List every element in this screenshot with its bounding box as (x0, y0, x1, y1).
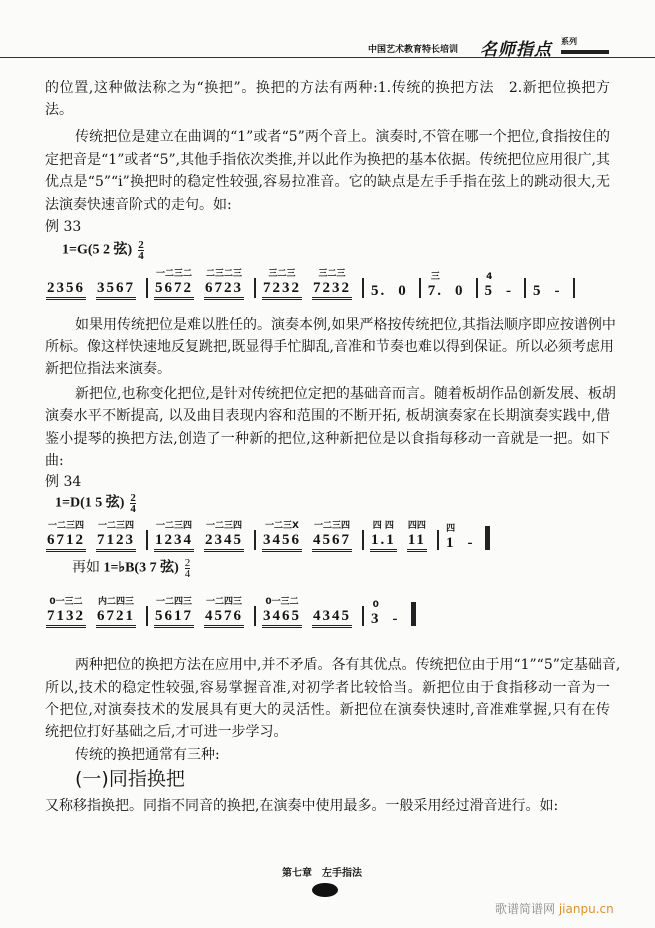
paragraph-line: 优点是“5”“i”换把时的稳定性较强,容易拉准音。它的缺点是左手手指在弦上的跳动很大,无 (45, 174, 610, 190)
paragraph-line: 新把位指法来演奏。 (45, 361, 171, 377)
note-group (392, 599, 401, 628)
example-label: 例 34 (45, 474, 82, 490)
note-group (262, 596, 302, 628)
time-signature (130, 493, 136, 514)
notes: 4567 (312, 532, 352, 552)
paragraph-line: 两种把位的换把方法在应用中,并不矛盾。各有其优点。传统把位由于用“1”“5”定基础音, (75, 657, 621, 673)
time-signature (138, 240, 144, 261)
watermark-cn: 歌谱简谱网 (495, 902, 556, 916)
watermark-url: jianpu.cn (558, 902, 614, 916)
note-group (46, 596, 86, 628)
paragraph-line: 曲: (45, 453, 64, 469)
note-group (154, 520, 194, 552)
key-text: 1=♭B(3 7 弦) (103, 560, 179, 576)
fingering-mark: 一二三四 (205, 521, 242, 531)
barline (419, 278, 421, 298)
note-group (397, 271, 409, 300)
fingering-mark: 一二三二 (155, 269, 192, 279)
barline (362, 606, 364, 626)
fingering-mark: 一二三X (265, 521, 299, 531)
fingering-mark: 0一三二 (265, 597, 299, 607)
notes: 2356 (46, 280, 86, 300)
notes: 6723 (204, 280, 244, 300)
notes: 7. (427, 283, 443, 299)
barline (573, 278, 575, 298)
note-group (262, 520, 302, 552)
note-group (427, 271, 444, 300)
barline (524, 278, 526, 298)
note-group (312, 520, 352, 552)
key-signature (62, 240, 144, 261)
barline (254, 278, 256, 298)
fingering-mark: 0一三二 (49, 597, 83, 607)
paragraph-line: 传统把位是建立在曲调的“1”或者“5”两个音上。演奏时,不管在哪一个把位,食指按住的 (75, 129, 610, 145)
paragraph-line: 的位置,这种做法称之为“换把”。换把的方法有两种:1.传统的换把方法 2.新把位换把方 (45, 80, 610, 96)
notes: 5. (371, 283, 387, 299)
barline (146, 530, 148, 550)
fingering-mark: 一二四三 (155, 597, 192, 607)
notes: 4345 (312, 608, 352, 628)
paragraph-line: 传统的换把通常有三种: (75, 747, 220, 763)
notes: 4576 (204, 608, 244, 628)
notes: - (467, 535, 475, 551)
note-group (204, 596, 244, 628)
final-barline (485, 526, 490, 550)
fingering-mark: 四 (446, 524, 456, 534)
note-group (407, 520, 427, 552)
paragraph-line: 演奏水平不断提高, 以及曲目表现内容和范围的不断开拓, 板胡演奏家在长期演奏实践中,借 (45, 408, 610, 424)
fingering-mark: 一二三四 (47, 521, 84, 531)
notes: 1 (445, 535, 456, 551)
note-group (46, 268, 86, 300)
note-group (262, 268, 302, 300)
paragraph-line: 新把位,也称变化把位,是针对传统把位定把的基础音而言。随着板胡作品创新发展、板胡 (75, 386, 616, 402)
ts-den: 4 (184, 568, 191, 580)
notes: 6712 (46, 532, 86, 552)
paragraph-line: 如果用传统把位是难以胜任的。演奏本例,如果严格按传统把位,其指法顺序即应按谱例中 (75, 317, 616, 333)
barline (362, 530, 364, 550)
final-barline (411, 602, 416, 626)
notes: 1.1 (370, 532, 397, 552)
fingering-mark: 三二三 (318, 269, 346, 279)
fingering-mark: 一二三四 (155, 521, 192, 531)
barline (437, 530, 439, 550)
paragraph-line: 鉴小提琴的换把方法,创造了一种新的把位,这种新把位是以食指每移动一音就是一把。如下 (45, 431, 610, 447)
fingering-mark: 四 四 (372, 521, 394, 531)
note-group (466, 523, 475, 552)
note-group (96, 268, 136, 300)
notes: 3 (371, 611, 381, 627)
ts-num: 2 (184, 557, 191, 569)
note-group (532, 271, 544, 300)
notes: - (506, 283, 513, 299)
paragraph-line: 所标。像这样快速地反复跳把,既显得手忙脚乱,音准和节奏也难以得到保证。所以必须考虑用 (45, 339, 614, 355)
fingering-mark: 一二三四 (313, 521, 350, 531)
note-group (370, 599, 382, 628)
header-rule (0, 57, 655, 58)
time-signature (185, 558, 191, 579)
notes: 3456 (262, 532, 302, 552)
fingering-mark: 四四 (407, 521, 426, 531)
brand-logo: 名师指点 (480, 40, 552, 60)
notes: 0 (398, 283, 408, 299)
notes: 6721 (96, 608, 136, 628)
note-group (96, 520, 136, 552)
paragraph-line: 定把音是“1”或者“5”,其他手指依次类推,并以此作为换把的基本依据。传统把位应用很广,其 (45, 152, 610, 168)
barline (362, 278, 364, 298)
fingering-mark: 一二三四 (97, 521, 134, 531)
notation-staff-ex33 (46, 268, 581, 300)
barline (254, 606, 256, 626)
note-group (554, 271, 563, 300)
notation-staff-ex34 (46, 520, 496, 552)
notes: 5 (484, 283, 494, 299)
note-group (204, 268, 244, 300)
notes: 7132 (46, 608, 86, 628)
note-group (445, 523, 457, 552)
paragraph-line: 所以,技术的稳定性较强,容易掌握音准,对初学者比较恰当。新把位由于食指移动一音为一 (45, 680, 610, 696)
paragraph-line: 又称移指换把。同指不同音的换把,在演奏中使用最多。一般采用经过滑音进行。如: (45, 798, 559, 814)
note-group (46, 520, 86, 552)
note-group (154, 268, 194, 300)
note-group (454, 271, 466, 300)
fingering-mark: 0 (372, 600, 379, 610)
notes: 11 (407, 532, 427, 552)
ts-den: 4 (130, 503, 136, 515)
example-label: 例 33 (45, 219, 82, 235)
notes: 7232 (312, 280, 352, 300)
paragraph-line: 统把位打好基础之后,才可进一步学习。 (45, 724, 288, 740)
key-signature (55, 493, 136, 514)
paragraph-line: 法。 (45, 102, 73, 118)
series-bar (561, 50, 609, 54)
barline (146, 278, 148, 298)
series-label: 系列 (561, 37, 577, 46)
note-group (505, 271, 514, 300)
notation-staff-ex-b (46, 596, 422, 628)
note-group (96, 596, 136, 628)
fingering-mark: 二三二三 (205, 269, 242, 279)
fingering-mark: 三 (430, 272, 440, 282)
note-group (370, 520, 397, 552)
note-group (154, 596, 194, 628)
notes: - (554, 283, 562, 299)
fingering-mark: 三二三 (268, 269, 296, 279)
note-group (204, 520, 244, 552)
notes: 7123 (96, 532, 136, 552)
notes: 0 (455, 283, 465, 299)
ts-num: 2 (130, 492, 136, 504)
fingering-mark: 4 (486, 272, 493, 282)
watermark (495, 900, 614, 917)
barline (146, 606, 148, 626)
key-text: 1=G(5 2 弦) (62, 242, 133, 258)
fingering-mark: 一二四三 (205, 597, 242, 607)
key-text: 1=D(1 5 弦) (55, 495, 125, 511)
notes: 1234 (154, 532, 194, 552)
series-title: 中国艺术教育特长培训 (368, 45, 459, 55)
example-label: 再如 (72, 560, 100, 576)
notes: 3567 (96, 280, 136, 300)
note-group (312, 268, 352, 300)
notes: 7232 (262, 280, 302, 300)
notes: 3465 (262, 608, 302, 628)
paragraph-line: 个把位,对演奏技术的发展具有更大的灵活性。新把位在演奏快速时,音准难掌握,只有在传 (45, 702, 610, 718)
note-group (484, 271, 496, 300)
page-number-badge (312, 883, 338, 897)
note-group (312, 596, 352, 628)
key-signature (72, 558, 190, 579)
notes: 5617 (154, 608, 194, 628)
notes: 2345 (204, 532, 244, 552)
ts-num: 2 (138, 239, 144, 251)
chapter-footer: 第七章 左手指法 (282, 868, 362, 879)
barline (254, 530, 256, 550)
barline (476, 278, 478, 298)
ts-den: 4 (138, 250, 144, 262)
fingering-mark: 内二四三 (97, 597, 134, 607)
notes: 5 (533, 283, 543, 299)
note-group (370, 271, 387, 300)
notes: 5672 (154, 280, 194, 300)
paragraph-line: 法演奏快速音阶式的走句。如: (45, 197, 232, 213)
section-heading: (一)同指换把 (75, 768, 185, 790)
notes: - (392, 611, 400, 627)
